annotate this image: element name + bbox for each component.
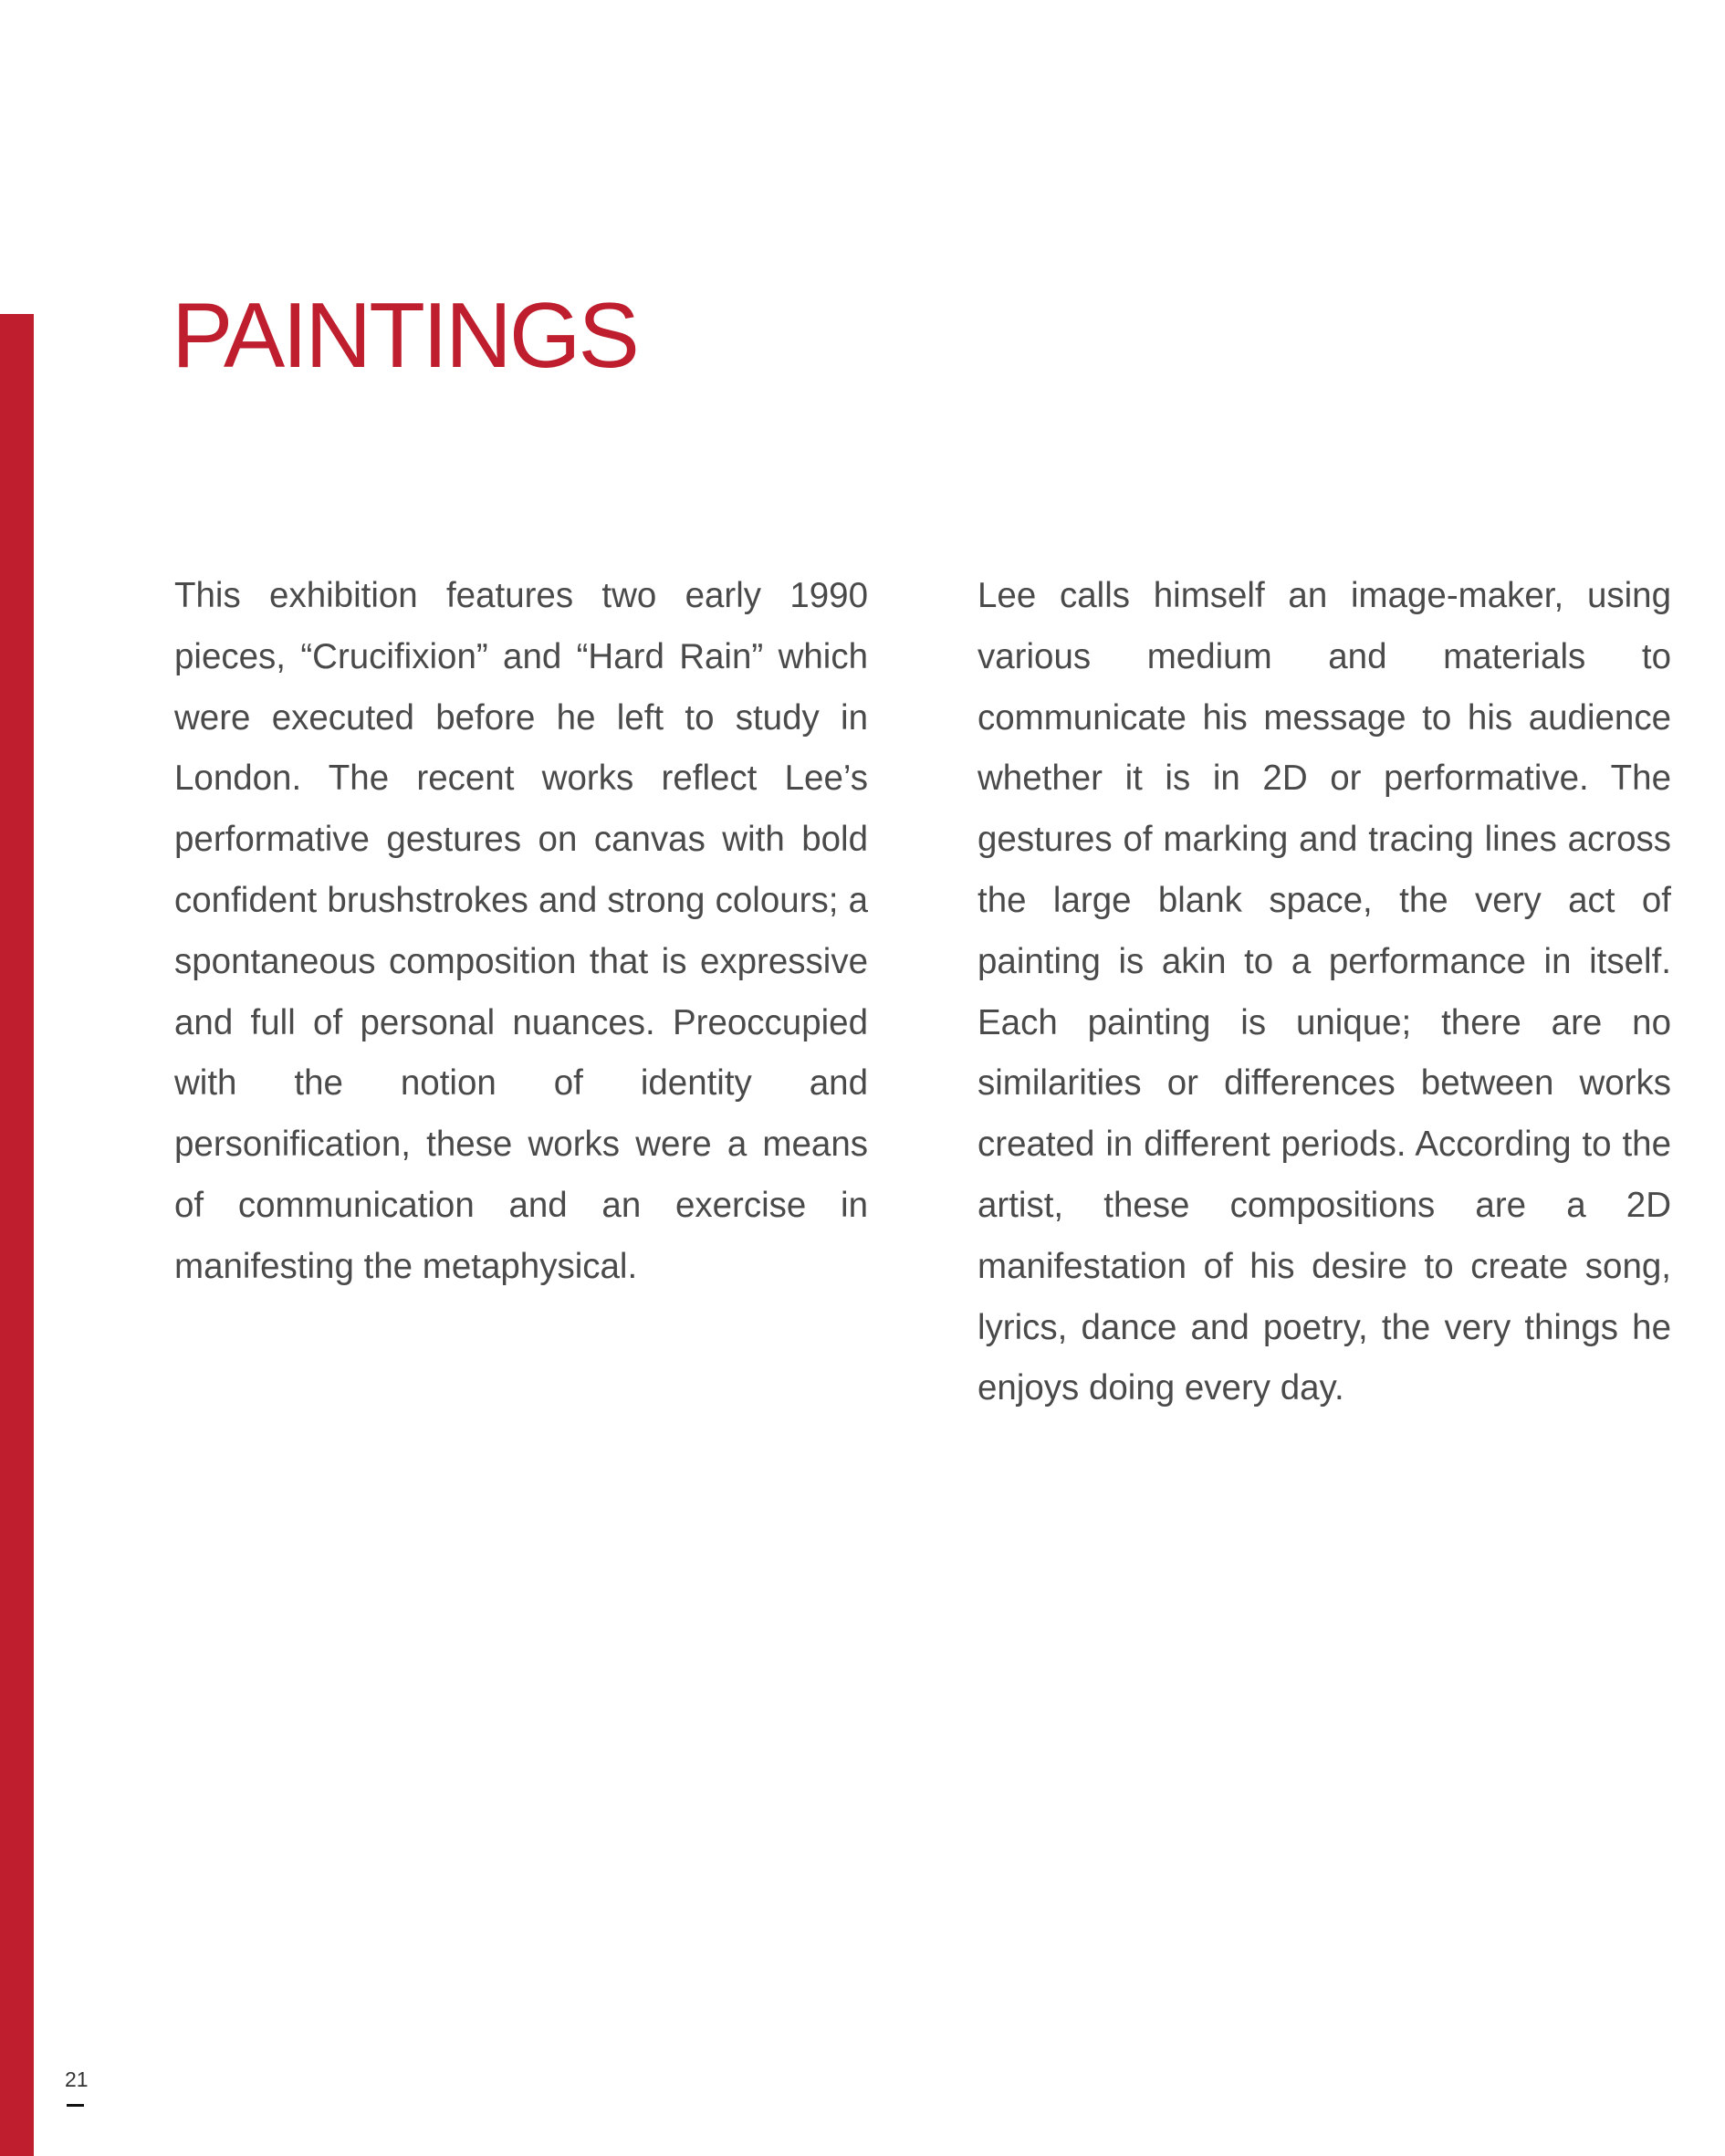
page-number: 21 — [65, 2067, 89, 2091]
body-text-right-column: Lee calls himself an image-maker, using various medium and materials to communicate his message to his audience whether it is in 2D or performative. The gestures of marking and tracing lines across the large blank space, the very act of painting is akin to a performance in itself. Each painting is unique; there are no similarities or differences between works created in different periods. According to the artist, these compositions are a 2D manifestation of his desire to create song, lyrics, dance and poetry, the very things he enjoys doing every day. — [978, 576, 1671, 1408]
page-number-dash — [67, 2104, 84, 2107]
red-accent-bar — [0, 314, 34, 2156]
body-text-left-column: This exhibition features two early 1990 pieces, “Crucifixion” and “Hard Rain” which were executed before he left to study in London. The recent works reflect Lee’s performative gestures on canvas with bold confident brushstrokes and strong colours; a spontaneous composition that is expressive and full of personal nuances. Preoccupied with the notion of identity and personification, these works were a means of communication and an exercise in manifesting the metaphysical. — [174, 576, 868, 1286]
page-title: PAINTINGS — [172, 285, 637, 387]
